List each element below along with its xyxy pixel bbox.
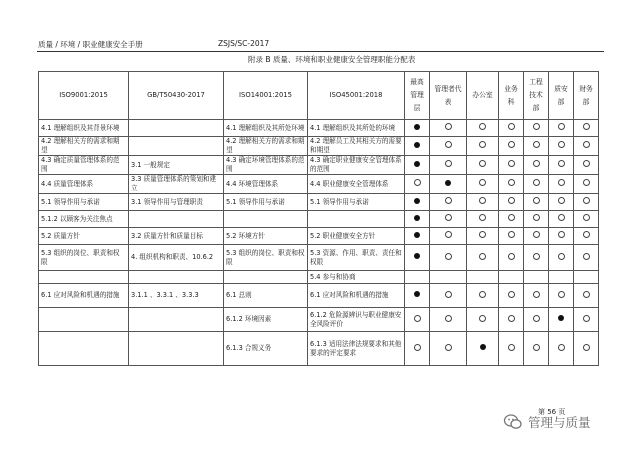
related-mark <box>508 123 515 130</box>
related-mark <box>445 231 452 238</box>
related-mark <box>583 179 590 186</box>
gbt50430-clause: 3.1 一般规定 <box>129 156 224 175</box>
related-mark <box>508 197 515 204</box>
related-mark <box>558 214 565 221</box>
related-mark <box>533 123 540 130</box>
mark-cell <box>430 120 467 137</box>
mark-cell <box>430 175 467 194</box>
mark-cell <box>405 332 430 366</box>
mark-cell <box>549 211 574 228</box>
mark-cell <box>405 156 430 175</box>
mark-cell <box>499 137 524 156</box>
mark-cell <box>549 194 574 211</box>
document-header-left: 质量 / 环境 / 职业健康安全手册 <box>38 40 143 49</box>
mark-cell <box>405 211 430 228</box>
iso9001-clause <box>39 271 129 284</box>
mark-cell <box>499 156 524 175</box>
related-mark <box>583 291 590 298</box>
responsible-mark <box>414 124 420 130</box>
mark-cell <box>549 137 574 156</box>
related-mark <box>479 291 486 298</box>
column-header-gbt50430: GB/T50430-2017 <box>129 72 224 120</box>
responsible-mark <box>558 315 564 321</box>
gbt50430-clause <box>129 120 224 137</box>
mark-cell <box>549 120 574 137</box>
mark-cell <box>430 271 467 284</box>
iso45001-clause: 4.1 理解组织及其所处的环境 <box>308 120 405 137</box>
iso14001-clause: 4.2 理解相关方的需求和期望 <box>224 137 308 156</box>
mark-cell <box>467 308 499 332</box>
iso45001-clause: 5.3 资源、作用、职责、责任和权限 <box>308 245 405 271</box>
iso45001-clause: 6.1 应对风险和机遇的措施 <box>308 284 405 308</box>
mark-cell <box>405 228 430 245</box>
table-row <box>39 245 599 271</box>
related-mark <box>558 291 565 298</box>
iso9001-clause: 5.1.2 以顾客为关注焦点 <box>39 211 129 228</box>
gbt50430-clause: 3.1 领导作用与管理职责 <box>129 194 224 211</box>
related-mark <box>445 291 452 298</box>
wechat-icon <box>503 412 523 432</box>
mark-cell <box>574 175 599 194</box>
mark-cell <box>524 332 549 366</box>
mark-cell <box>405 175 430 194</box>
iso45001-clause <box>308 211 405 228</box>
mark-cell <box>405 284 430 308</box>
related-mark <box>583 315 590 322</box>
page-number: 第 56 页 <box>538 408 566 416</box>
iso14001-clause: 6.1.2 环境因素 <box>224 308 308 332</box>
appendix-title: 附录 B 质量、环境和职业健康安全管理职能分配表 <box>248 55 416 64</box>
related-mark <box>533 231 540 238</box>
mark-cell <box>574 156 599 175</box>
mark-cell <box>430 332 467 366</box>
iso9001-clause: 5.3 组织的岗位、职责和权限 <box>39 245 129 271</box>
mark-cell <box>574 308 599 332</box>
iso45001-clause: 6.1.2 危险源辨识与职业健康安全风险评价 <box>308 308 405 332</box>
table-row <box>39 120 599 137</box>
related-mark <box>479 253 486 260</box>
responsible-mark <box>414 291 420 297</box>
column-header-business-dept: 业务科 <box>499 72 524 120</box>
iso14001-clause: 5.1 领导作用与承诺 <box>224 194 308 211</box>
related-mark <box>583 160 590 167</box>
iso9001-clause: 6.1 应对风险和机遇的措施 <box>39 284 129 308</box>
column-header-iso14001: ISO14001:2015 <box>224 72 308 120</box>
mark-cell <box>524 271 549 284</box>
mark-cell <box>499 284 524 308</box>
mark-cell <box>524 120 549 137</box>
related-mark <box>583 253 590 260</box>
mark-cell <box>405 120 430 137</box>
mark-cell <box>405 308 430 332</box>
column-header-office: 办公室 <box>467 72 499 120</box>
mark-cell <box>499 271 524 284</box>
mark-cell <box>499 194 524 211</box>
related-mark <box>533 344 540 351</box>
mark-cell <box>499 120 524 137</box>
related-mark <box>479 231 486 238</box>
table-row <box>39 175 599 194</box>
mark-cell <box>549 284 574 308</box>
mark-cell <box>430 156 467 175</box>
related-mark <box>558 123 565 130</box>
mark-cell <box>549 156 574 175</box>
related-mark <box>508 160 515 167</box>
responsible-mark <box>414 198 420 204</box>
iso45001-clause: 5.2 职业健康安全方针 <box>308 228 405 245</box>
table-row <box>39 156 599 175</box>
related-mark <box>533 160 540 167</box>
mark-cell <box>467 332 499 366</box>
mark-cell <box>524 194 549 211</box>
mark-cell <box>549 308 574 332</box>
responsible-mark <box>414 232 420 238</box>
mark-cell <box>524 137 549 156</box>
column-header-finance-dept: 财务部 <box>574 72 599 120</box>
iso9001-clause: 4.4 质量管理体系 <box>39 175 129 194</box>
gbt50430-clause <box>129 332 224 366</box>
responsible-mark <box>414 161 420 167</box>
related-mark <box>508 291 515 298</box>
related-mark <box>583 214 590 221</box>
mark-cell <box>524 245 549 271</box>
related-mark <box>533 197 540 204</box>
related-mark <box>508 253 515 260</box>
header-divider <box>37 51 604 52</box>
mark-cell <box>467 211 499 228</box>
iso9001-clause: 5.1 领导作用与承诺 <box>39 194 129 211</box>
mark-cell <box>524 175 549 194</box>
related-mark <box>479 197 486 204</box>
mark-cell <box>430 194 467 211</box>
related-mark <box>445 214 452 221</box>
mark-cell <box>499 228 524 245</box>
mark-cell <box>574 120 599 137</box>
mark-cell <box>467 175 499 194</box>
mark-cell <box>467 284 499 308</box>
related-mark <box>558 253 565 260</box>
iso9001-clause: 4.3 确定质量管理体系的范围 <box>39 156 129 175</box>
mark-cell <box>405 194 430 211</box>
mark-cell <box>467 245 499 271</box>
header-row <box>39 72 599 120</box>
related-mark <box>479 214 486 221</box>
iso14001-clause: 4.1 理解组织及其所处环境 <box>224 120 308 137</box>
mark-cell <box>499 308 524 332</box>
mark-cell <box>549 228 574 245</box>
responsible-mark <box>480 344 486 350</box>
related-mark <box>533 253 540 260</box>
iso9001-clause: 4.2 理解相关方的需求和期望 <box>39 137 129 156</box>
gbt50430-clause: 4. 组织机构和职责、10.6.2 <box>129 245 224 271</box>
mark-cell <box>499 175 524 194</box>
gbt50430-clause <box>129 308 224 332</box>
table-row <box>39 228 599 245</box>
watermark <box>503 412 591 432</box>
mark-cell <box>467 137 499 156</box>
table-row <box>39 194 599 211</box>
related-mark <box>508 214 515 221</box>
mark-cell <box>524 228 549 245</box>
responsibility-matrix-table <box>38 71 599 366</box>
responsible-mark <box>414 142 420 148</box>
mark-cell <box>524 156 549 175</box>
document-header-code: ZSJS/SC-2017 <box>218 39 270 48</box>
related-mark <box>445 123 452 130</box>
iso14001-clause: 6.1 总则 <box>224 284 308 308</box>
iso9001-clause: 5.2 质量方针 <box>39 228 129 245</box>
related-mark <box>583 344 590 351</box>
mark-cell <box>499 211 524 228</box>
iso14001-clause: 5.2 环境方针 <box>224 228 308 245</box>
mark-cell <box>467 194 499 211</box>
column-header-quality-safety-dept: 质安部 <box>549 72 574 120</box>
related-mark <box>558 197 565 204</box>
column-header-engineering-dept: 工程技术部 <box>524 72 549 120</box>
gbt50430-clause: 3.2 质量方针和质量目标 <box>129 228 224 245</box>
mark-cell <box>499 245 524 271</box>
iso14001-clause: 4.4 环境管理体系 <box>224 175 308 194</box>
mark-cell <box>499 332 524 366</box>
related-mark <box>445 315 452 322</box>
mark-cell <box>524 211 549 228</box>
related-mark <box>533 315 540 322</box>
mark-cell <box>574 245 599 271</box>
related-mark <box>414 179 421 186</box>
iso45001-clause: 5.4 参与和协商 <box>308 271 405 284</box>
table-row <box>39 137 599 156</box>
related-mark <box>533 141 540 148</box>
mark-cell <box>574 332 599 366</box>
table-row <box>39 308 599 332</box>
mark-cell <box>549 175 574 194</box>
related-mark <box>479 160 486 167</box>
related-mark <box>445 160 452 167</box>
iso14001-clause <box>224 271 308 284</box>
table-row <box>39 211 599 228</box>
mark-cell <box>430 308 467 332</box>
related-mark <box>558 179 565 186</box>
iso45001-clause: 6.1.3 适用法律法规要求和其他要求的评定要求 <box>308 332 405 366</box>
related-mark <box>508 315 515 322</box>
related-mark <box>558 231 565 238</box>
iso45001-clause: 5.1 领导作用与承诺 <box>308 194 405 211</box>
related-mark <box>508 141 515 148</box>
mark-cell <box>574 271 599 284</box>
related-mark <box>445 253 452 260</box>
mark-cell <box>524 308 549 332</box>
mark-cell <box>467 271 499 284</box>
iso14001-clause: 5.3 组织的岗位、职责和权限 <box>224 245 308 271</box>
column-header-iso9001: ISO9001:2015 <box>39 72 129 120</box>
gbt50430-clause <box>129 137 224 156</box>
iso9001-clause <box>39 308 129 332</box>
iso14001-clause: 4.3 确定环境管理体系的范围 <box>224 156 308 175</box>
mark-cell <box>430 211 467 228</box>
mark-cell <box>467 228 499 245</box>
related-mark <box>533 291 540 298</box>
gbt50430-clause <box>129 271 224 284</box>
related-mark <box>583 141 590 148</box>
mark-cell <box>574 137 599 156</box>
related-mark <box>479 141 486 148</box>
mark-cell <box>467 120 499 137</box>
watermark-text: 管理与质量 <box>528 415 591 430</box>
responsible-mark <box>445 180 451 186</box>
gbt50430-clause <box>129 211 224 228</box>
mark-cell <box>549 245 574 271</box>
related-mark <box>445 197 452 204</box>
related-mark <box>479 123 486 130</box>
iso14001-clause <box>224 211 308 228</box>
iso9001-clause: 4.1 理解组织及其背景环境 <box>39 120 129 137</box>
iso45001-clause: 4.3 确定职业健康安全管理体系的范围 <box>308 156 405 175</box>
iso9001-clause <box>39 332 129 366</box>
gbt50430-clause: 3.3 质量管理体系的策划和建立 <box>129 175 224 194</box>
related-mark <box>583 123 590 130</box>
table-row <box>39 271 599 284</box>
column-header-iso45001: ISO45001:2018 <box>308 72 405 120</box>
related-mark <box>414 344 421 351</box>
related-mark <box>533 214 540 221</box>
column-header-management-representative: 管理者代表 <box>430 72 467 120</box>
mark-cell <box>574 194 599 211</box>
mark-cell <box>430 228 467 245</box>
related-mark <box>414 315 421 322</box>
related-mark <box>479 315 486 322</box>
responsible-mark <box>414 215 420 221</box>
related-mark <box>508 231 515 238</box>
related-mark <box>558 141 565 148</box>
related-mark <box>445 141 452 148</box>
iso45001-clause: 4.2 理解员工及其相关方的需要和期望 <box>308 137 405 156</box>
iso45001-clause: 4.4 职业健康安全管理体系 <box>308 175 405 194</box>
mark-cell <box>405 245 430 271</box>
related-mark <box>479 179 486 186</box>
mark-cell <box>405 137 430 156</box>
mark-cell <box>405 271 430 284</box>
mark-cell <box>524 284 549 308</box>
related-mark <box>533 179 540 186</box>
column-header-top-management: 最高管理层 <box>405 72 430 120</box>
mark-cell <box>549 332 574 366</box>
mark-cell <box>430 284 467 308</box>
mark-cell <box>574 228 599 245</box>
related-mark <box>558 160 565 167</box>
gbt50430-clause: 3.1.1 、3.3.1 、3.3.3 <box>129 284 224 308</box>
mark-cell <box>574 284 599 308</box>
mark-cell <box>549 271 574 284</box>
iso14001-clause: 6.1.3 合规义务 <box>224 332 308 366</box>
related-mark <box>583 231 590 238</box>
mark-cell <box>430 137 467 156</box>
related-mark <box>508 344 515 351</box>
table-row <box>39 284 599 308</box>
related-mark <box>508 179 515 186</box>
related-mark <box>558 344 565 351</box>
mark-cell <box>574 211 599 228</box>
mark-cell <box>430 245 467 271</box>
table-row <box>39 332 599 366</box>
responsible-mark <box>414 253 420 259</box>
related-mark <box>445 344 452 351</box>
mark-cell <box>467 156 499 175</box>
related-mark <box>583 197 590 204</box>
